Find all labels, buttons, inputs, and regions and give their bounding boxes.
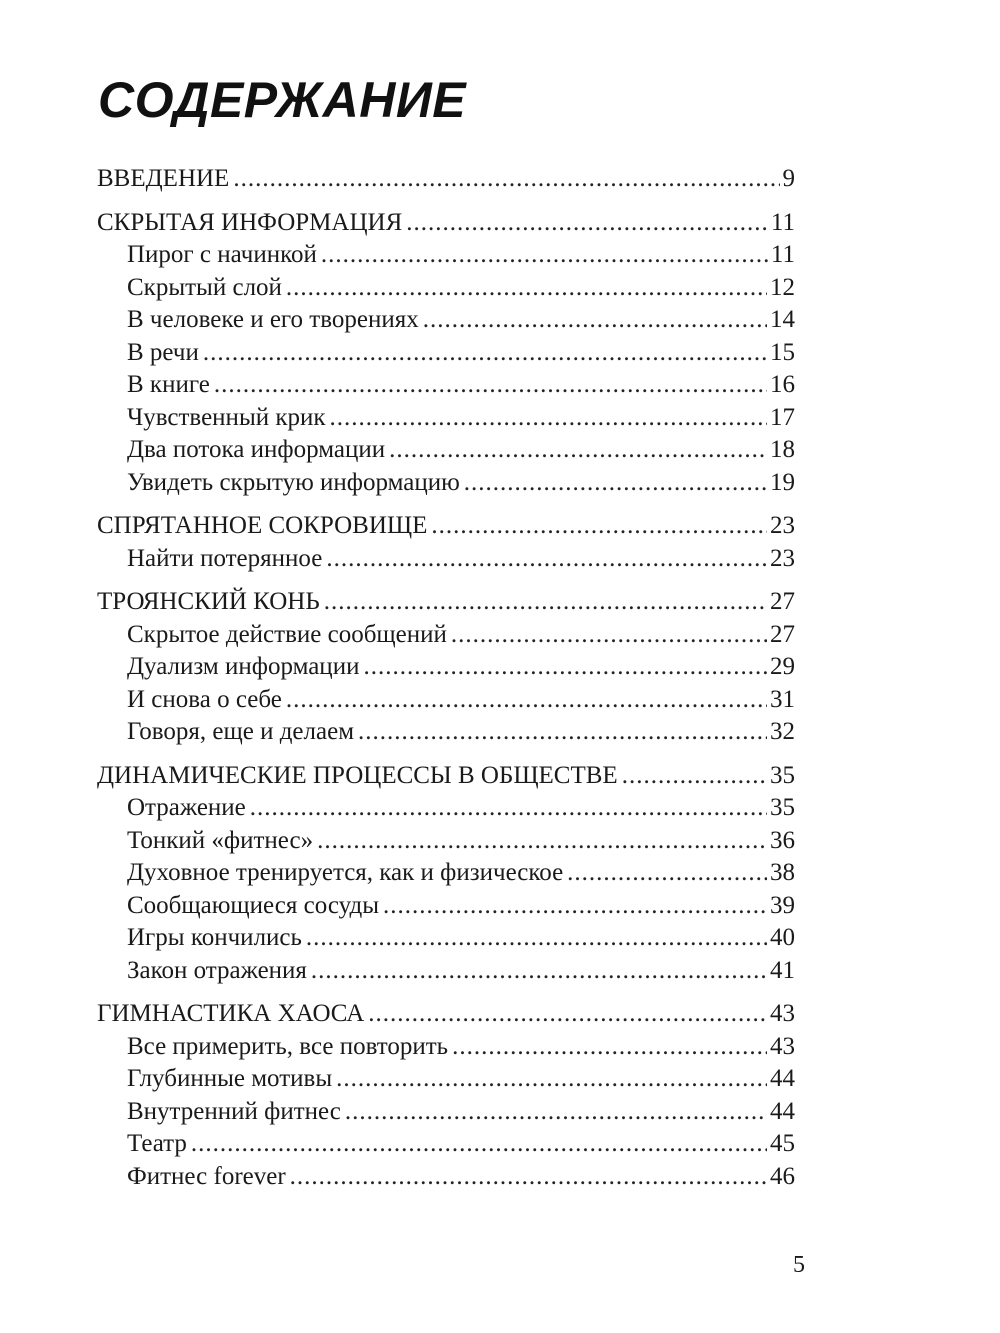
- toc-entry-title: Тонкий «фитнес»: [127, 826, 314, 854]
- dot-leader: [622, 760, 767, 793]
- toc-page-number: 17: [770, 403, 795, 431]
- dot-leader: [191, 1128, 767, 1161]
- toc-section: [97, 1128, 795, 1161]
- toc-section: [97, 792, 795, 825]
- toc-entry-title: СПРЯТАННОЕ СОКРОВИЩЕ: [97, 512, 428, 539]
- dot-leader: [383, 890, 767, 923]
- dot-leader: [363, 651, 767, 684]
- toc-entry-title: Глубинные мотивы: [127, 1065, 333, 1092]
- dot-leader: [233, 163, 779, 196]
- toc-page-number: 23: [770, 512, 795, 539]
- toc-section: [97, 857, 795, 890]
- dot-leader: [368, 998, 767, 1031]
- toc-chapter: [97, 760, 795, 793]
- toc-page-number: 35: [770, 794, 795, 821]
- toc-entry-title: Все примерить, все повторить: [127, 1032, 449, 1060]
- toc-chapter: [97, 207, 795, 240]
- toc-page-number: 11: [770, 208, 795, 236]
- toc-page-number: 35: [770, 761, 795, 789]
- toc-section: [97, 543, 795, 576]
- toc-entry-title: Фитнес forever: [127, 1162, 286, 1190]
- toc-entry-title: Духовное тренируется, как и физическое: [127, 859, 564, 886]
- toc-entry-title: Два потока информации: [127, 436, 386, 463]
- toc-chapter: [97, 586, 795, 619]
- toc-section: [97, 1161, 795, 1194]
- toc-section: [97, 684, 795, 717]
- toc-page-number: 14: [770, 306, 795, 333]
- toc-page-number: 15: [770, 338, 795, 366]
- toc-page-number: 11: [770, 241, 795, 268]
- toc-section: [97, 402, 795, 435]
- dot-leader: [336, 1063, 767, 1096]
- toc-entry-title: Найти потерянное: [127, 544, 323, 572]
- toc-section: [97, 955, 795, 988]
- dot-leader: [431, 510, 767, 543]
- toc-section: [97, 716, 795, 749]
- toc-page-number: 46: [770, 1162, 795, 1190]
- toc-page-number: 18: [770, 436, 795, 463]
- toc-entry-title: Увидеть скрытую информацию: [127, 468, 460, 496]
- toc-entry-title: ТРОЯНСКИЙ КОНЬ: [97, 588, 320, 615]
- toc-chapter: [97, 998, 795, 1031]
- toc-chapter: [97, 510, 795, 543]
- dot-leader: [452, 1031, 767, 1064]
- toc-page-number: 31: [770, 685, 795, 713]
- toc-page-number: 39: [770, 891, 795, 919]
- toc-page-number: 27: [770, 588, 795, 615]
- toc-section: [97, 890, 795, 923]
- toc-entry-title: Театр: [127, 1130, 187, 1157]
- toc-page-number: 36: [770, 826, 795, 854]
- dot-leader: [330, 402, 767, 435]
- toc-section: [97, 1031, 795, 1064]
- toc-page-number: 41: [770, 956, 795, 984]
- toc-entry-title: Игры кончились: [127, 924, 302, 951]
- toc-page-number: 43: [770, 1032, 795, 1060]
- toc-page-number: 12: [770, 273, 795, 301]
- toc-entry-title: Пирог с начинкой: [127, 241, 317, 268]
- toc-page-number: 29: [770, 653, 795, 680]
- toc-entry-title: Скрытое действие сообщений: [127, 620, 447, 648]
- toc-entry-title: И снова о себе: [127, 685, 282, 713]
- toc-entry-title: Говоря, еще и делаем: [127, 718, 355, 745]
- dot-leader: [464, 467, 767, 500]
- toc-entry-title: ВВЕДЕНИЕ: [97, 165, 230, 192]
- toc-section: [97, 1096, 795, 1129]
- toc-page-number: 43: [770, 1000, 795, 1027]
- dot-leader: [311, 955, 767, 988]
- toc-entry-title: Скрытый слой: [127, 273, 282, 301]
- toc-page-number: 45: [770, 1130, 795, 1157]
- dot-leader: [214, 369, 767, 402]
- toc-section: [97, 239, 795, 272]
- dot-leader: [290, 1161, 767, 1194]
- dot-leader: [567, 857, 767, 890]
- toc-entry-title: Сообщающиеся сосуды: [127, 891, 380, 919]
- toc-page-number: 19: [770, 468, 795, 496]
- dot-leader: [423, 304, 767, 337]
- toc-entry-title: Внутренний фитнес: [127, 1097, 341, 1125]
- toc-page-number: 44: [770, 1065, 795, 1092]
- toc-section: [97, 922, 795, 955]
- dot-leader: [345, 1096, 767, 1129]
- toc-entry-title: Закон отражения: [127, 956, 307, 984]
- toc-page-number: 9: [782, 165, 795, 192]
- dot-leader: [317, 825, 767, 858]
- toc-section: [97, 467, 795, 500]
- toc-page-number: 38: [770, 859, 795, 886]
- toc-page-number: 44: [770, 1097, 795, 1125]
- toc-section: [97, 825, 795, 858]
- toc-entry-title: ГИМНАСТИКА ХАОСА: [97, 1000, 365, 1027]
- toc-entry-title: Чувственный крик: [127, 403, 326, 431]
- dot-leader: [286, 272, 767, 305]
- toc-section: [97, 1063, 795, 1096]
- toc-section: [97, 369, 795, 402]
- dot-leader: [324, 586, 767, 619]
- dot-leader: [306, 922, 767, 955]
- toc-chapter: [97, 163, 795, 196]
- toc-section: [97, 337, 795, 370]
- toc-section: [97, 619, 795, 652]
- toc-page-number: 40: [770, 924, 795, 951]
- toc-entry-title: ДИНАМИЧЕСКИЕ ПРОЦЕССЫ В ОБЩЕСТВЕ: [97, 761, 618, 789]
- dot-leader: [406, 207, 768, 240]
- page-number: 5: [793, 1252, 805, 1278]
- dot-leader: [203, 337, 767, 370]
- dot-leader: [286, 684, 767, 717]
- toc-section: [97, 651, 795, 684]
- toc-entry-title: Отражение: [127, 794, 246, 821]
- toc-entry-title: В речи: [127, 338, 199, 366]
- toc-page-number: 27: [770, 620, 795, 648]
- toc-page-number: 23: [770, 544, 795, 572]
- toc-entry-title: В книге: [127, 371, 210, 398]
- toc-entry-title: СКРЫТАЯ ИНФОРМАЦИЯ: [97, 208, 403, 236]
- dot-leader: [358, 716, 767, 749]
- toc-section: [97, 434, 795, 467]
- page-title: СОДЕРЖАНИЕ: [98, 72, 467, 128]
- toc-section: [97, 304, 795, 337]
- toc-entry-title: Дуализм информации: [127, 653, 360, 680]
- dot-leader: [326, 543, 767, 576]
- dot-leader: [321, 239, 768, 272]
- table-of-contents: [97, 160, 795, 1193]
- toc-section: [97, 272, 795, 305]
- dot-leader: [451, 619, 767, 652]
- toc-page-number: 32: [770, 718, 795, 745]
- dot-leader: [389, 434, 767, 467]
- toc-entry-title: В человеке и его творениях: [127, 306, 419, 333]
- toc-page-number: 16: [770, 371, 795, 398]
- dot-leader: [250, 792, 767, 825]
